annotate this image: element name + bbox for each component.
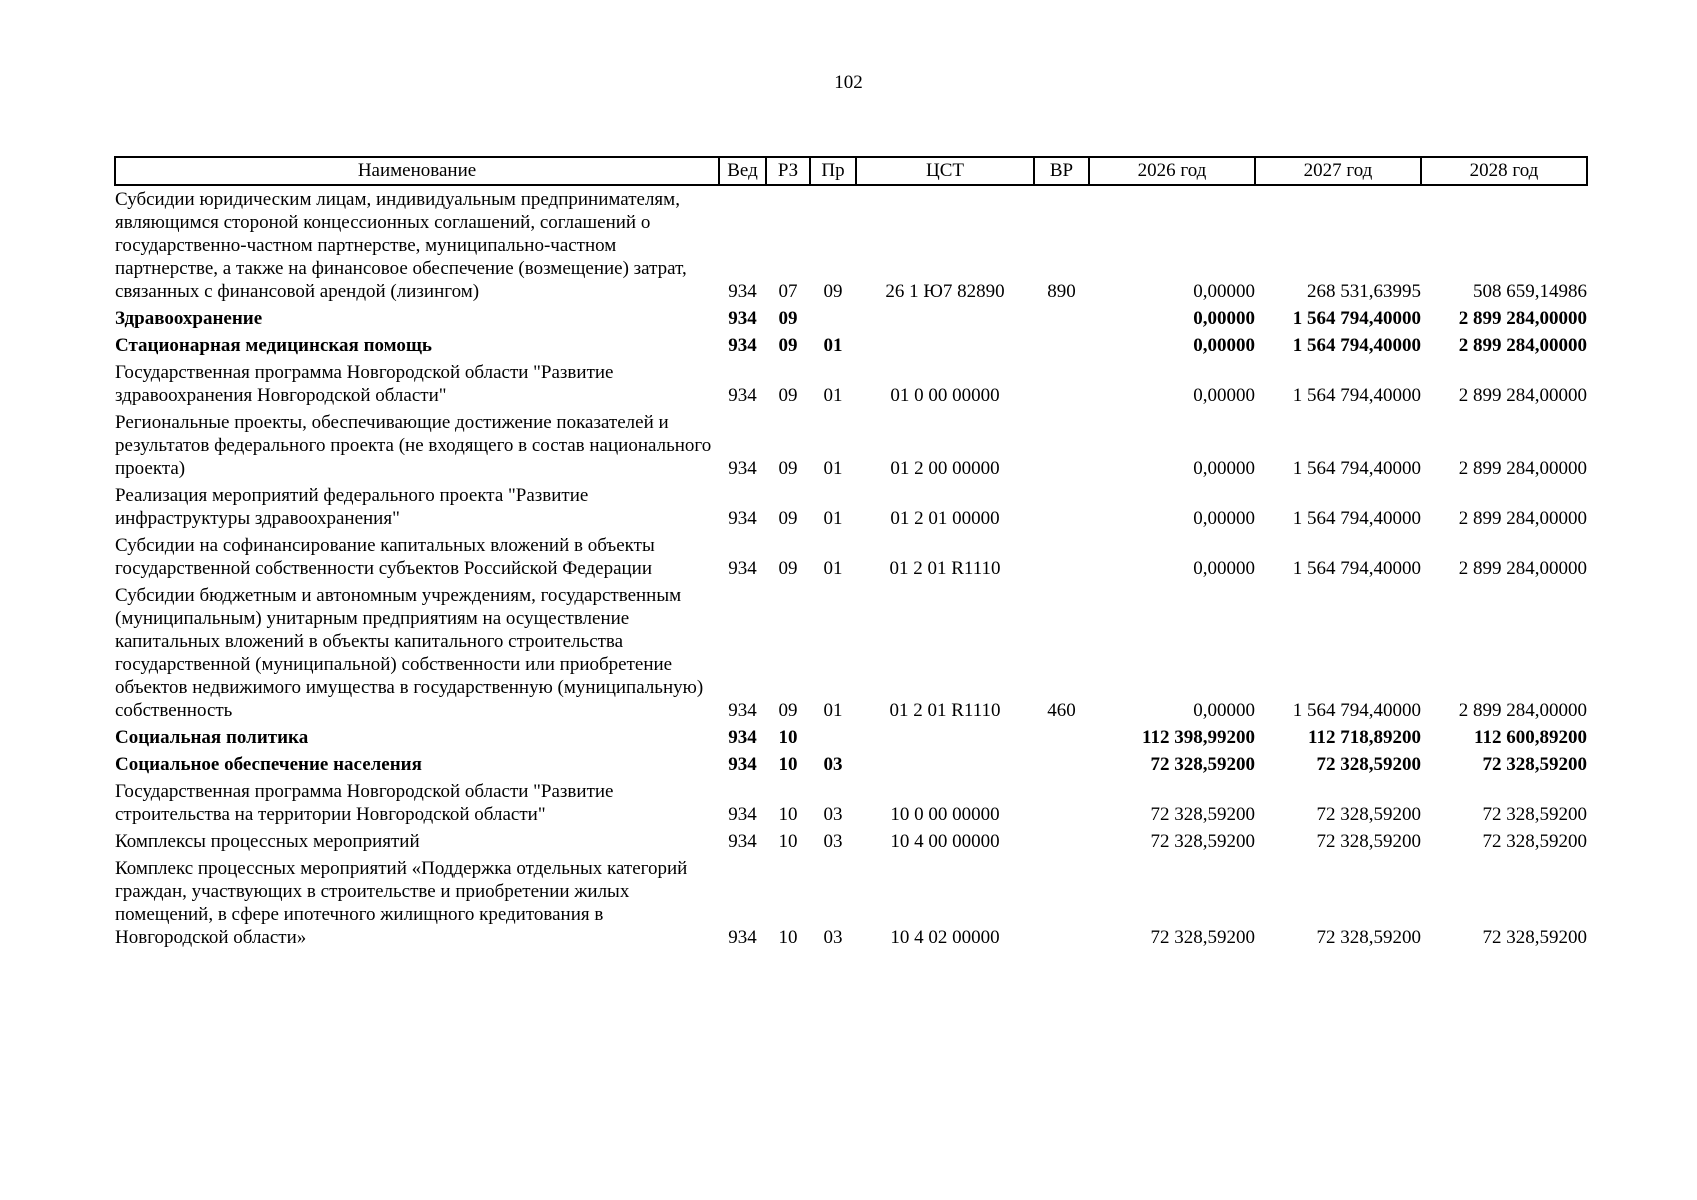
header-cst: ЦСТ (856, 157, 1034, 185)
cell-cst (856, 332, 1034, 359)
cell-pr (810, 305, 856, 332)
cell-2026: 72 328,59200 (1150, 754, 1255, 775)
cell-2026: 0,00000 (1193, 458, 1255, 479)
cell-rz: 09 (778, 458, 798, 479)
cell-rz: 10 (778, 727, 798, 748)
cell-rz: 09 (778, 700, 798, 721)
cell-cst: 10 4 02 00000 (890, 927, 1000, 948)
cell-ved: 934 (728, 335, 757, 356)
cell-cst: 26 1 Ю7 82890 (885, 281, 1005, 302)
cell-name: Стационарная медицинская помощь (115, 335, 432, 356)
table-row (115, 185, 1587, 305)
cell-2027: 1 564 794,40000 (1292, 508, 1421, 529)
cell-2026: 0,00000 (1193, 281, 1255, 302)
cell-cst (856, 305, 1034, 332)
table-row (115, 409, 1587, 482)
cell-2028: 112 600,89200 (1474, 727, 1587, 748)
budget-table (114, 156, 1588, 951)
cell-2027: 1 564 794,40000 (1292, 458, 1421, 479)
cell-vr (1034, 332, 1089, 359)
table-row (115, 582, 1587, 724)
cell-rz: 09 (778, 335, 798, 356)
cell-pr: 01 (823, 700, 843, 721)
cell-2026: 72 328,59200 (1150, 831, 1255, 852)
cell-2027: 72 328,59200 (1316, 754, 1421, 775)
cell-pr: 01 (823, 508, 843, 529)
table-row (115, 828, 1587, 855)
cell-2028: 2 899 284,00000 (1458, 458, 1587, 479)
cell-2027: 1 564 794,40000 (1292, 700, 1421, 721)
cell-name: Субсидии на софинансирование капитальных вложений в объекты государственной собственности субъектов Российской Федерации (115, 535, 655, 579)
cell-pr: 01 (823, 458, 843, 479)
cell-pr: 03 (823, 754, 843, 775)
cell-name: Региональные проекты, обеспечивающие достижение показателей и результатов федерального проекта (не входящего в состав национального проекта) (115, 412, 712, 479)
table-row (115, 359, 1587, 409)
table-row (115, 332, 1587, 359)
cell-rz: 07 (778, 281, 798, 302)
cell-cst: 10 0 00 00000 (890, 804, 1000, 825)
cell-2026: 0,00000 (1193, 508, 1255, 529)
cell-2027: 1 564 794,40000 (1292, 335, 1421, 356)
cell-pr: 03 (823, 927, 843, 948)
cell-2027: 1 564 794,40000 (1292, 385, 1421, 406)
cell-rz: 10 (778, 804, 798, 825)
cell-pr: 01 (823, 335, 843, 356)
cell-ved: 934 (728, 281, 757, 302)
table-row (115, 855, 1587, 951)
cell-ved: 934 (728, 558, 757, 579)
cell-2028: 2 899 284,00000 (1458, 385, 1587, 406)
cell-name: Реализация мероприятий федерального проекта "Развитие инфраструктуры здравоохранения" (115, 485, 589, 529)
cell-vr (1034, 482, 1089, 532)
cell-cst: 01 2 01 R1110 (889, 558, 1001, 579)
cell-pr: 09 (823, 281, 843, 302)
cell-name: Здравоохранение (115, 308, 263, 329)
cell-vr (1034, 855, 1089, 951)
cell-vr: 460 (1047, 700, 1076, 721)
cell-ved: 934 (728, 458, 757, 479)
cell-name: Комплекс процессных мероприятий «Поддержка отдельных категорий граждан, участвующих в строительстве и приобретении жилых помещений, в сфере ипотечного жилищного кредитования в Новгородской области» (115, 858, 688, 948)
cell-cst: 01 2 01 00000 (890, 508, 1000, 529)
cell-2027: 1 564 794,40000 (1292, 558, 1421, 579)
table-row (115, 305, 1587, 332)
cell-vr (1034, 751, 1089, 778)
header-row (115, 157, 1587, 185)
cell-2028: 2 899 284,00000 (1458, 335, 1587, 356)
cell-2028: 2 899 284,00000 (1458, 508, 1587, 529)
cell-name: Субсидии юридическим лицам, индивидуальным предпринимателям, являющимся стороной концессионных соглашений, соглашений о государственно-частном партнерстве, муниципально-частном партнерстве, а также на финансовое обеспечение (возмещение) затрат, связанных с финансовой арендой (лизингом) (115, 189, 687, 302)
cell-2027: 1 564 794,40000 (1292, 308, 1421, 329)
cell-cst (856, 751, 1034, 778)
cell-ved: 934 (728, 508, 757, 529)
cell-ved: 934 (728, 831, 757, 852)
cell-name: Социальная политика (115, 727, 309, 748)
header-2027: 2027 год (1255, 157, 1421, 185)
cell-2027: 72 328,59200 (1316, 927, 1421, 948)
cell-ved: 934 (728, 754, 757, 775)
cell-2027: 112 718,89200 (1308, 727, 1421, 748)
cell-2026: 0,00000 (1193, 308, 1255, 329)
cell-rz: 10 (778, 831, 798, 852)
table-row (115, 751, 1587, 778)
cell-2028: 72 328,59200 (1482, 831, 1587, 852)
table-body (115, 185, 1587, 951)
cell-name: Комплексы процессных мероприятий (115, 831, 420, 852)
cell-name: Социальное обеспечение населения (115, 754, 422, 775)
cell-name: Государственная программа Новгородской области "Развитие строительства на территории Новгородской области" (115, 781, 614, 825)
table-row (115, 778, 1587, 828)
cell-2028: 2 899 284,00000 (1458, 700, 1587, 721)
cell-rz: 10 (778, 927, 798, 948)
cell-2028: 72 328,59200 (1482, 804, 1587, 825)
cell-2027: 72 328,59200 (1316, 831, 1421, 852)
cell-2028: 508 659,14986 (1473, 281, 1587, 302)
header-vr: ВР (1034, 157, 1089, 185)
cell-2028: 72 328,59200 (1482, 927, 1587, 948)
cell-2026: 0,00000 (1193, 700, 1255, 721)
cell-pr (810, 724, 856, 751)
cell-rz: 09 (778, 308, 798, 329)
cell-rz: 09 (778, 558, 798, 579)
cell-cst: 01 0 00 00000 (890, 385, 1000, 406)
cell-2028: 2 899 284,00000 (1458, 558, 1587, 579)
cell-ved: 934 (728, 927, 757, 948)
cell-2027: 72 328,59200 (1316, 804, 1421, 825)
cell-vr (1034, 532, 1089, 582)
cell-vr (1034, 359, 1089, 409)
cell-pr: 03 (823, 804, 843, 825)
cell-vr (1034, 724, 1089, 751)
cell-2026: 72 328,59200 (1150, 804, 1255, 825)
cell-2026: 0,00000 (1193, 335, 1255, 356)
cell-ved: 934 (728, 385, 757, 406)
cell-cst: 01 2 00 00000 (890, 458, 1000, 479)
cell-2026: 0,00000 (1193, 385, 1255, 406)
cell-2026: 72 328,59200 (1150, 927, 1255, 948)
cell-pr: 03 (823, 831, 843, 852)
cell-2027: 268 531,63995 (1307, 281, 1421, 302)
header-name: Наименование (115, 157, 719, 185)
cell-ved: 934 (728, 727, 757, 748)
cell-2026: 0,00000 (1193, 558, 1255, 579)
cell-ved: 934 (728, 700, 757, 721)
header-pr: Пр (810, 157, 856, 185)
cell-name: Государственная программа Новгородской области "Развитие здравоохранения Новгородской области" (115, 362, 614, 406)
cell-cst: 10 4 00 00000 (890, 831, 1000, 852)
cell-vr (1034, 305, 1089, 332)
table-row (115, 532, 1587, 582)
cell-2028: 2 899 284,00000 (1458, 308, 1587, 329)
cell-2026: 112 398,99200 (1142, 727, 1255, 748)
cell-ved: 934 (728, 308, 757, 329)
cell-2028: 72 328,59200 (1482, 754, 1587, 775)
page-number: 102 (834, 72, 863, 93)
cell-vr (1034, 828, 1089, 855)
cell-rz: 09 (778, 385, 798, 406)
cell-vr: 890 (1047, 281, 1076, 302)
cell-rz: 10 (778, 754, 798, 775)
cell-name: Субсидии бюджетным и автономным учреждениям, государственным (муниципальным) унитарным предприятиям на осуществление капитальных вложений в объекты капитального строительства государственной (муниципальной) собственности или приобретение объектов недвижимого имущества в государственную (муниципальную) собственность (115, 585, 704, 721)
header-2028: 2028 год (1421, 157, 1587, 185)
cell-vr (1034, 409, 1089, 482)
cell-cst (856, 724, 1034, 751)
cell-vr (1034, 778, 1089, 828)
cell-rz: 09 (778, 508, 798, 529)
table-header (115, 157, 1587, 185)
table-row (115, 482, 1587, 532)
header-ved: Вед (719, 157, 766, 185)
header-2026: 2026 год (1089, 157, 1255, 185)
table-row (115, 724, 1587, 751)
cell-pr: 01 (823, 385, 843, 406)
cell-pr: 01 (823, 558, 843, 579)
cell-ved: 934 (728, 804, 757, 825)
header-rz: РЗ (766, 157, 810, 185)
cell-cst: 01 2 01 R1110 (889, 700, 1001, 721)
